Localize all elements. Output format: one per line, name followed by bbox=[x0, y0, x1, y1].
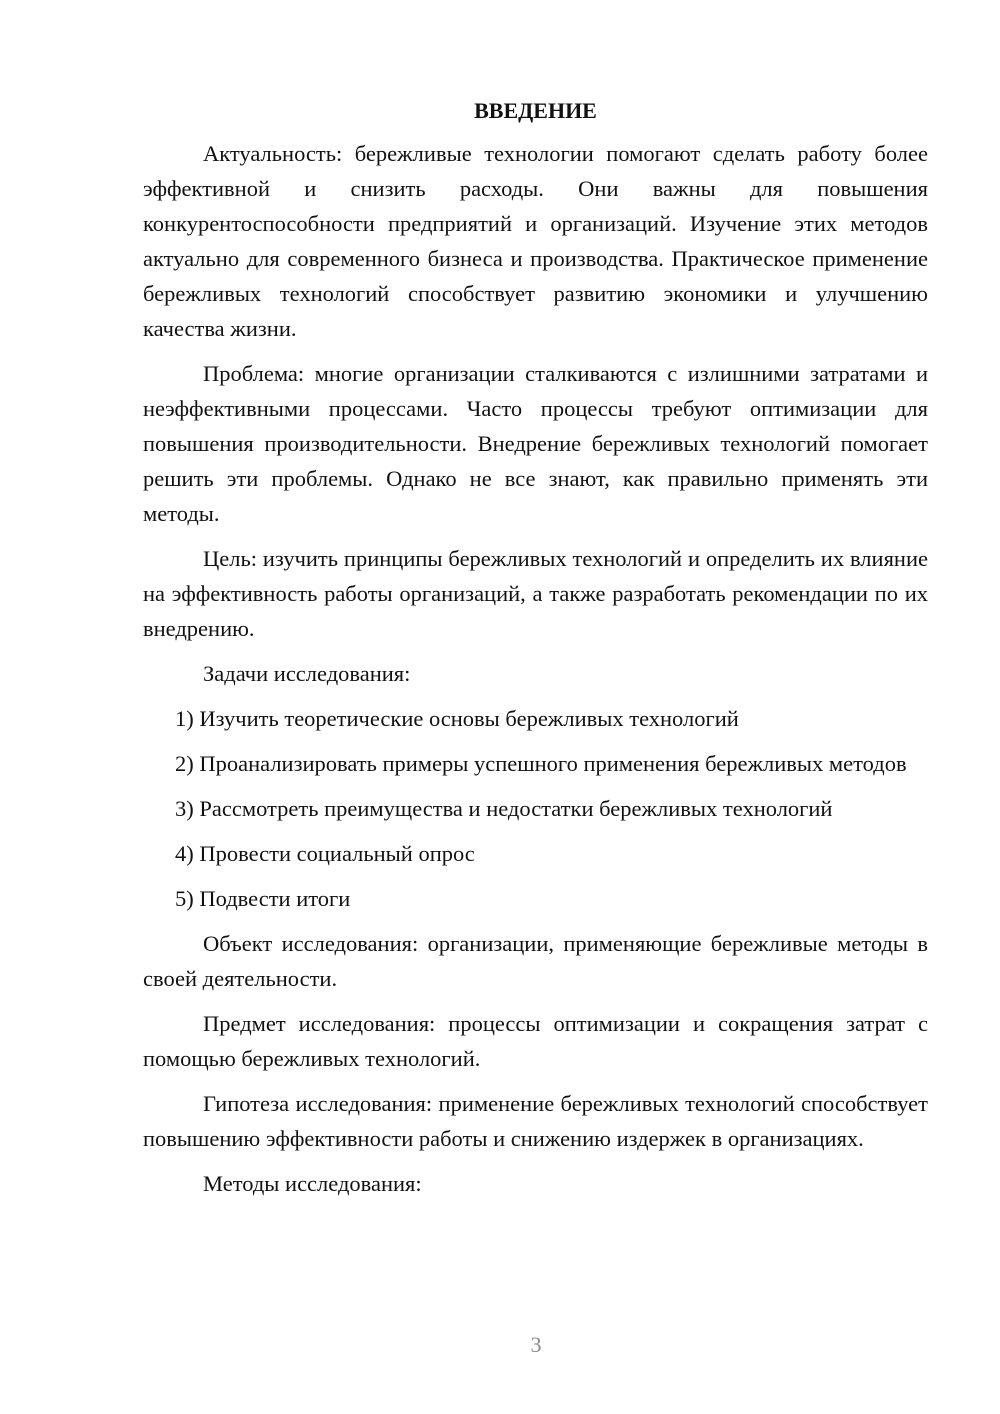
task-item-5: 5) Подвести итоги bbox=[175, 886, 351, 911]
task-item-2: 2) Проанализировать примеры успешного применения бережливых методов bbox=[175, 751, 907, 776]
task-item-3: 3) Рассмотреть преимущества и недостатки бережливых технологий bbox=[175, 796, 833, 821]
subject-paragraph: Предмет исследования: процессы оптимизации и сокращения затрат с помощью бережливых технологий. bbox=[143, 1011, 928, 1071]
tasks-heading: Задачи исследования: bbox=[203, 661, 411, 686]
goal-paragraph: Цель: изучить принципы бережливых технологий и определить их влияние на эффективность работы организаций, а также разработать рекомендации по их внедрению. bbox=[143, 546, 928, 641]
page-content bbox=[143, 96, 928, 1211]
hypothesis-paragraph: Гипотеза исследования: применение бережливых технологий способствует повышению эффективности работы и снижению издержек в организациях. bbox=[143, 1091, 928, 1151]
relevance-paragraph: Актуальность: бережливые технологии помогают сделать работу более эффективной и снизить расходы. Они важны для повышения конкурентоспособности предприятий и организаций. Изучение этих методов актуально для современного бизнеса и производства. Практическое применение бережливых технологий способствует развитию экономики и улучшению качества жизни. bbox=[143, 141, 928, 341]
methods-heading: Методы исследования: bbox=[203, 1171, 422, 1196]
task-item-1: 1) Изучить теоретические основы бережливых технологий bbox=[175, 706, 739, 731]
object-paragraph: Объект исследования: организации, применяющие бережливые методы в своей деятельности. bbox=[143, 931, 928, 991]
page-number: 3 bbox=[530, 1332, 542, 1357]
section-title: ВВЕДЕНИЕ bbox=[474, 98, 597, 123]
problem-paragraph: Проблема: многие организации сталкиваются с излишними затратами и неэффективными процессами. Часто процессы требуют оптимизации для повышения производительности. Внедрение бережливых технологий помогает решить эти проблемы. Однако не все знают, как правильно применять эти методы. bbox=[143, 361, 928, 526]
task-item-4: 4) Провести социальный опрос bbox=[175, 841, 475, 866]
